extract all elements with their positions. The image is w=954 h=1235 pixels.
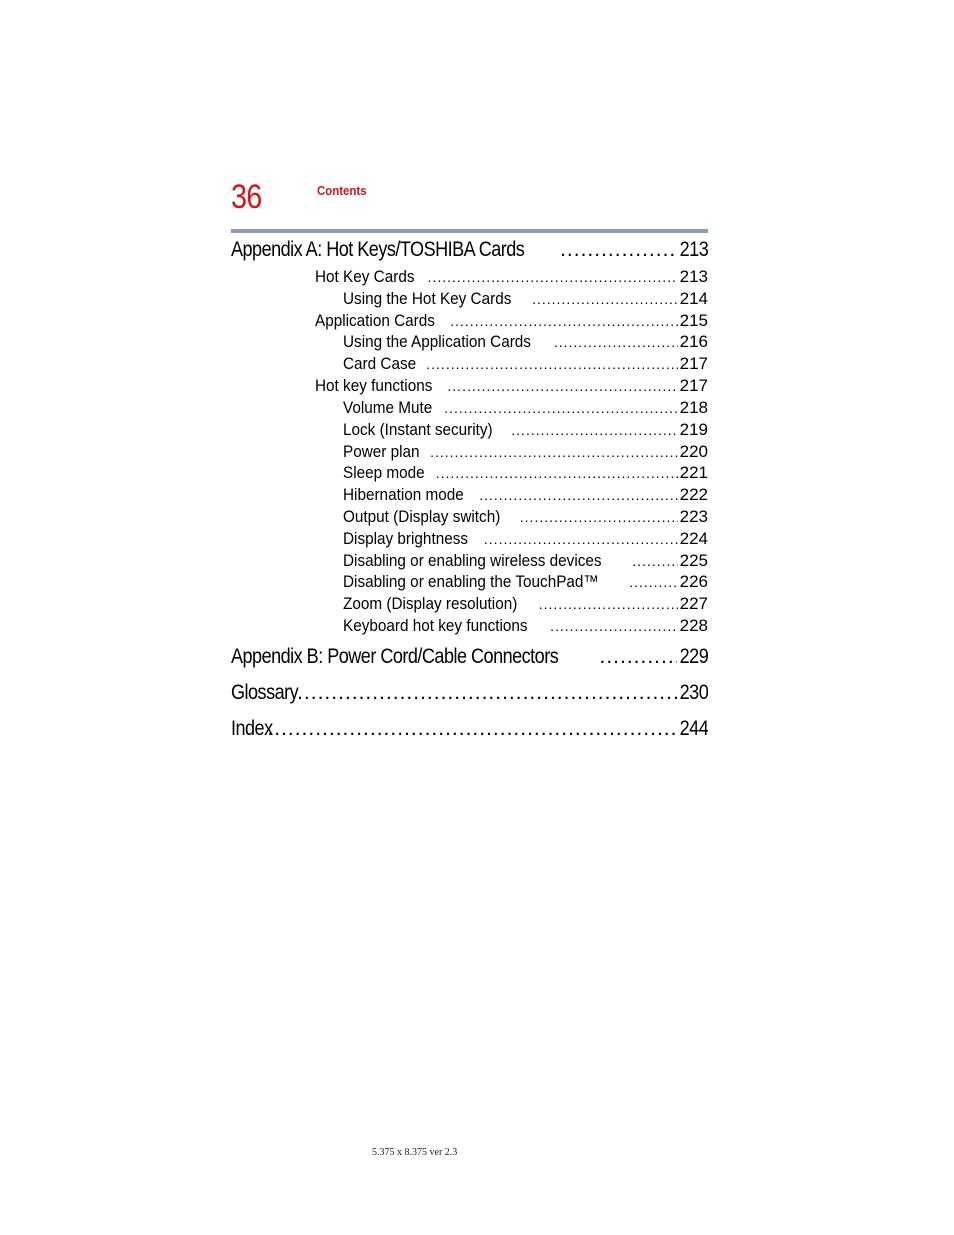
toc-entry-label: Appendix B: Power Cord/Cable Connectors (231, 645, 559, 668)
toc-entry-label: Index (231, 717, 273, 740)
leader-dots (532, 291, 678, 307)
toc-entry-label: Appendix A: Hot Keys/TOSHIBA Cards (231, 238, 525, 261)
leader-dots (550, 618, 678, 634)
toc-entry[interactable] (343, 332, 708, 352)
toc-entry-label: Using the Hot Key Cards (343, 289, 512, 308)
toc-entry-page: 223 (679, 507, 708, 526)
toc-entry-page: 214 (679, 289, 708, 308)
toc-entry[interactable] (343, 594, 708, 614)
leader-dots (267, 717, 676, 741)
toc-entry-page: 221 (679, 463, 708, 482)
toc-entry[interactable] (343, 463, 708, 483)
toc-entry-page: 230 (679, 681, 708, 704)
leader-dots (520, 509, 678, 525)
footer-version: 5.375 x 8.375 ver 2.3 (372, 1147, 458, 1158)
toc-entry-label: Power plan (343, 442, 420, 461)
toc-entry-glossary[interactable] (231, 681, 708, 705)
toc-entry[interactable] (315, 376, 708, 396)
leader-dots (632, 553, 677, 569)
toc-entry-label: Using the Application Cards (343, 332, 531, 351)
toc-entry-page: 219 (679, 420, 708, 439)
leader-dots (450, 313, 677, 329)
toc-entry[interactable] (343, 442, 708, 462)
toc-entry[interactable] (343, 551, 708, 571)
toc-entry-page: 220 (679, 442, 708, 461)
leader-dots (479, 487, 677, 503)
toc-entry-label: Keyboard hot key functions (343, 616, 528, 635)
leader-dots (599, 645, 676, 669)
leader-dots (426, 356, 677, 372)
toc-entry-page: 217 (679, 354, 708, 373)
toc-entry[interactable] (315, 267, 708, 287)
leader-dots (560, 238, 677, 262)
leader-dots (430, 444, 678, 460)
toc-entry-label: Sleep mode (343, 463, 425, 482)
leader-dots (436, 465, 678, 481)
page-number: 36 (231, 178, 262, 216)
toc-entry[interactable] (343, 507, 708, 527)
toc-entry-label: Lock (Instant security) (343, 420, 493, 439)
toc-entry[interactable] (343, 616, 708, 636)
toc-entry-page: 225 (679, 551, 708, 570)
toc-entry[interactable] (315, 311, 708, 331)
leader-dots (447, 378, 677, 394)
toc-entry-label: Zoom (Display resolution) (343, 594, 518, 613)
toc-entry-page: 229 (679, 645, 708, 668)
toc-entry-label: Volume Mute (343, 398, 433, 417)
toc-entry-page: 226 (679, 572, 708, 591)
toc-entry-index[interactable] (231, 717, 708, 741)
toc-entry-label: Disabling or enabling wireless devices (343, 551, 602, 570)
toc-entry-page: 216 (679, 332, 708, 351)
toc-entry-label: Hot Key Cards (315, 267, 415, 286)
toc-entry-page: 218 (679, 398, 708, 417)
toc-entry[interactable] (343, 289, 708, 309)
leader-dots (484, 531, 678, 547)
toc-entry-page: 227 (679, 594, 708, 613)
header-rule (231, 229, 708, 233)
toc-entry-label: Glossary (231, 681, 299, 704)
leader-dots (539, 596, 678, 612)
toc-entry[interactable] (343, 354, 708, 374)
toc-entry-label: Application Cards (315, 311, 435, 330)
toc-entry-page: 244 (679, 717, 708, 740)
toc-entry-page: 228 (679, 616, 708, 635)
toc-entry-label: Hibernation mode (343, 485, 464, 504)
toc-entry-page: 222 (679, 485, 708, 504)
toc-entry-label: Display brightness (343, 529, 469, 548)
toc-entry[interactable] (343, 398, 708, 418)
toc-entry-label: Card Case (343, 354, 417, 373)
toc-entry-page: 224 (679, 529, 708, 548)
leader-dots (554, 334, 678, 350)
toc-entry[interactable] (343, 420, 708, 440)
leader-dots (297, 681, 677, 705)
leader-dots (444, 400, 677, 416)
toc-entry-label: Output (Display switch) (343, 507, 501, 526)
toc-entry-page: 217 (679, 376, 708, 395)
leader-dots (428, 269, 678, 285)
toc-entry-appendix-a[interactable] (231, 238, 708, 262)
toc-entry-label: Hot key functions (315, 376, 433, 395)
toc-entry[interactable] (343, 572, 708, 592)
toc-entry-page: 215 (679, 311, 708, 330)
toc-entry-label: Disabling or enabling the TouchPad™ (343, 572, 599, 591)
toc-entry[interactable] (343, 485, 708, 505)
toc-entry-page: 213 (679, 267, 708, 286)
toc-entry-appendix-b[interactable] (231, 645, 708, 669)
section-title: Contents (317, 183, 367, 198)
leader-dots (511, 422, 677, 438)
leader-dots (629, 574, 677, 590)
toc-entry[interactable] (343, 529, 708, 549)
toc-entry-page: 213 (679, 238, 708, 261)
